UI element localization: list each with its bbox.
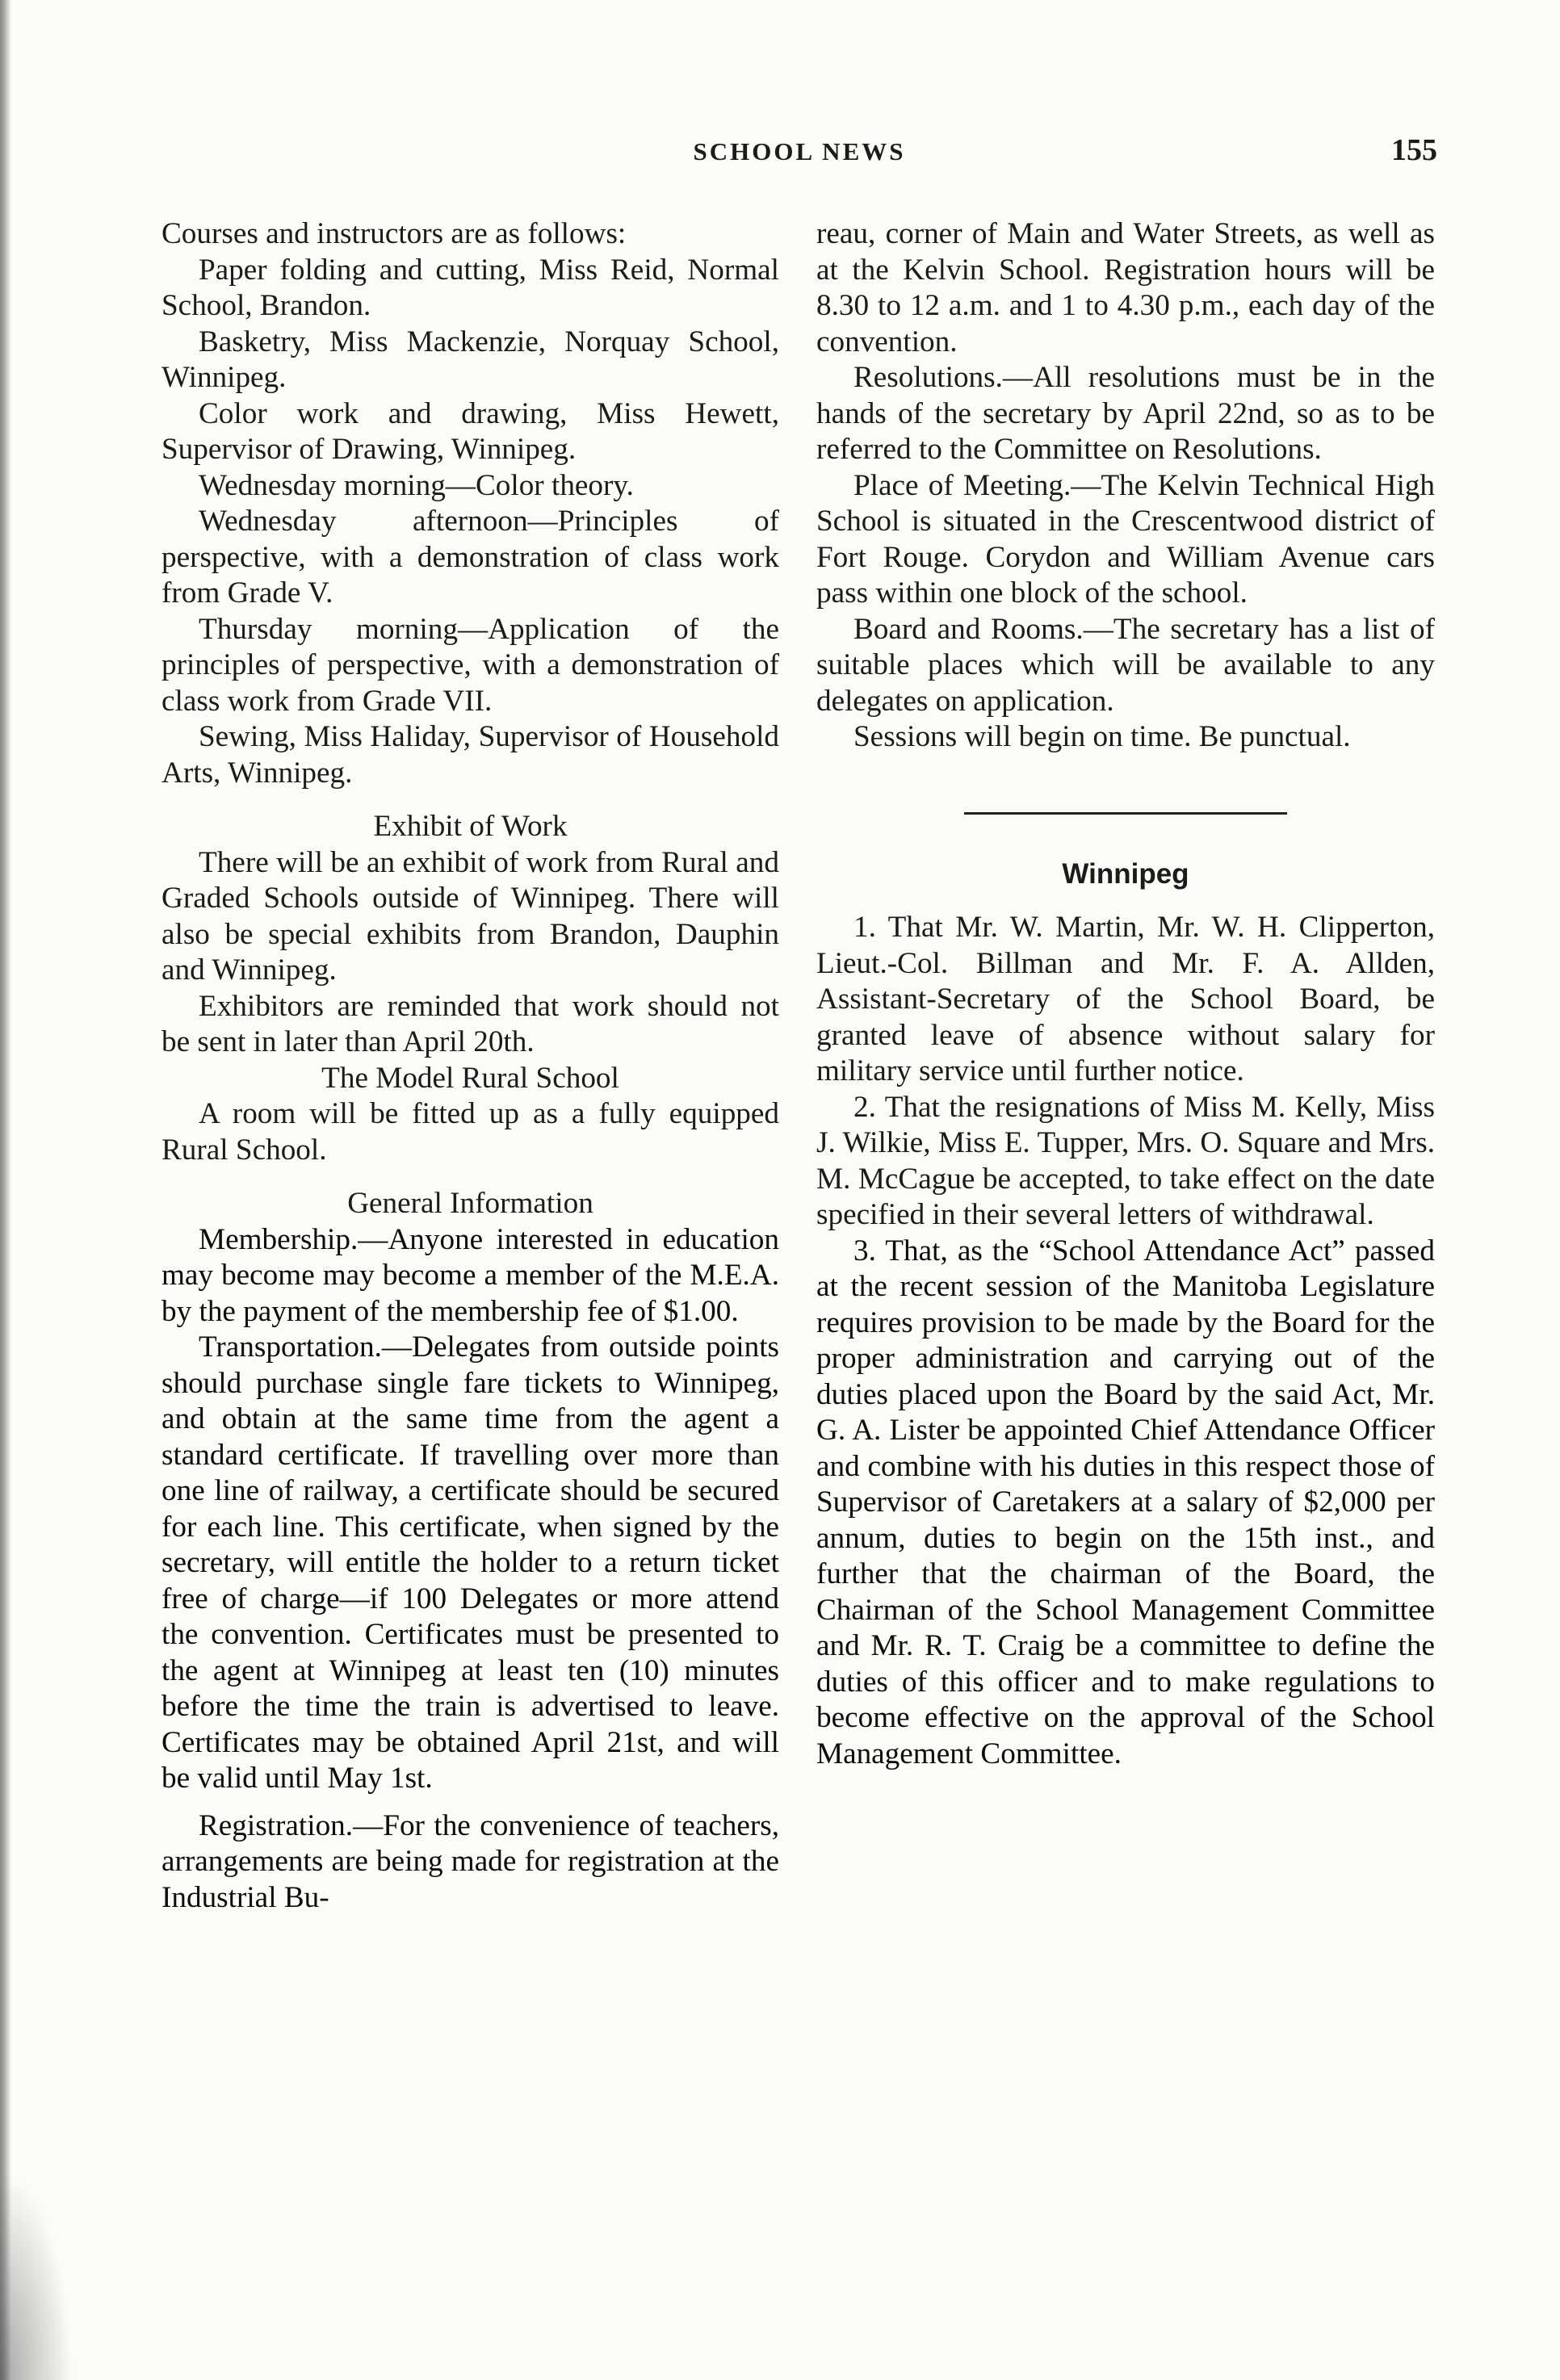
paragraph: Paper folding and cutting, Miss Reid, Normal School, Brandon. bbox=[161, 253, 779, 322]
numbered-resolution: 1. That Mr. W. Martin, Mr. W. H. Clipperton, Lieut.-Col. Billman and Mr. F. A. Allden, Assistant-Secretary of the School Board, be granted leave of absence without salary for military service until further notice. bbox=[816, 911, 1435, 1087]
paragraph: Wednesday afternoon—Principles of perspective, with a demonstration of class work from Grade V. bbox=[161, 505, 779, 610]
running-header bbox=[161, 133, 1437, 178]
paragraph: Place of Meeting.—The Kelvin Technical High School is situated in the Crescentwood district of Fort Rouge. Corydon and William Avenue cars pass within one block of the school. bbox=[816, 468, 1435, 610]
page-corner-smudge bbox=[0, 2170, 73, 2380]
paragraph: Color work and drawing, Miss Hewett, Supervisor of Drawing, Winnipeg. bbox=[161, 396, 779, 466]
section-heading: General Information bbox=[347, 1187, 593, 1220]
paragraph: Wednesday morning—Color theory. bbox=[199, 468, 634, 502]
paragraph: reau, corner of Main and Water Streets, as well as at the Kelvin School. Registration hours will be 8.30 to 12 a.m. and 1 to 4.30 p.m., each day of the convention. bbox=[816, 217, 1435, 358]
paragraph: Sessions will begin on time. Be punctual. bbox=[853, 720, 1351, 753]
paragraph: Courses and instructors are as follows: bbox=[161, 217, 627, 250]
page-edge-shadow bbox=[0, 0, 11, 2380]
paragraph: There will be an exhibit of work from Rural and Graded Schools outside of Winnipeg. There will also be special exhibits from Brandon, Dauphin and Winnipeg. bbox=[161, 845, 779, 987]
running-title: SCHOOL NEWS bbox=[693, 137, 906, 166]
right-column bbox=[816, 216, 1435, 1772]
paragraph: A room will be fitted up as a fully equipped Rural School. bbox=[161, 1097, 779, 1167]
paragraph: Resolutions.—All resolutions must be in the hands of the secretary by April 22nd, so as to be referred to the Committee on Resolutions. bbox=[816, 361, 1435, 466]
paragraph: Basketry, Miss Mackenzie, Norquay School, Winnipeg. bbox=[161, 325, 779, 394]
paragraph: Exhibitors are reminded that work should not be sent in later than April 20th. bbox=[161, 989, 779, 1058]
section-heading: The Model Rural School bbox=[321, 1061, 619, 1095]
numbered-resolution: 3. That, as the “School Attendance Act” passed at the recent session of the Manitoba Legislature requires provision to be made by the Board for the proper administration and carrying out of the duties placed upon the Board by the said Act, Mr. G. A. Lister be appointed Chief Attendance Officer and combine with his duties in this respect those of Supervisor of Caretakers at a salary of $2,000 per annum, duties to begin on the 15th inst., and further that the chairman of the Board, the Chairman of the School Management Committee and Mr. R. T. Craig be a committee to define the duties of this officer and to make regulations to become effective on the approval of the School Management Committee. bbox=[816, 1234, 1435, 1770]
paragraph: Membership.—Anyone interested in education may become may become a member of the M.E.A. by the payment of the membership fee of $1.00. bbox=[161, 1222, 779, 1328]
paragraph: Registration.—For the convenience of teachers, arrangements are being made for registration at the Industrial Bu- bbox=[161, 1808, 779, 1914]
left-column bbox=[161, 216, 779, 1916]
numbered-resolution: 2. That the resignations of Miss M. Kelly, Miss J. Wilkie, Miss E. Tupper, Mrs. O. Square and Mrs. M. McCague be accepted, to take effect on the date specified in their several letters of withdrawal. bbox=[816, 1090, 1435, 1231]
paragraph: Transportation.—Delegates from outside points should purchase single fare tickets to Winnipeg, and obtain at the same time from the agent a standard certificate. If travelling over more than one line of railway, a certificate should be secured for each line. This certificate, when signed by the secretary, will entitle the holder to a return ticket free of charge—if 100 Delegates or more attend the convention. Certificates must be presented to the agent at Winnipeg at least ten (10) minutes before the time the train is advertised to leave. Certificates may be obtained April 21st, and will be valid until May 1st. bbox=[161, 1330, 779, 1795]
section-heading-winnipeg: Winnipeg bbox=[1062, 857, 1189, 890]
paragraph: Sewing, Miss Haliday, Supervisor of Household Arts, Winnipeg. bbox=[161, 720, 779, 790]
page-number: 155 bbox=[1391, 133, 1437, 167]
section-heading: Exhibit of Work bbox=[373, 810, 568, 843]
section-divider bbox=[964, 812, 1287, 815]
paragraph: Thursday morning—Application of the principles of perspective, with a demonstration of class work from Grade VII. bbox=[161, 612, 779, 718]
paragraph: Board and Rooms.—The secretary has a list of suitable places which will be available to any delegates on application. bbox=[816, 612, 1435, 718]
